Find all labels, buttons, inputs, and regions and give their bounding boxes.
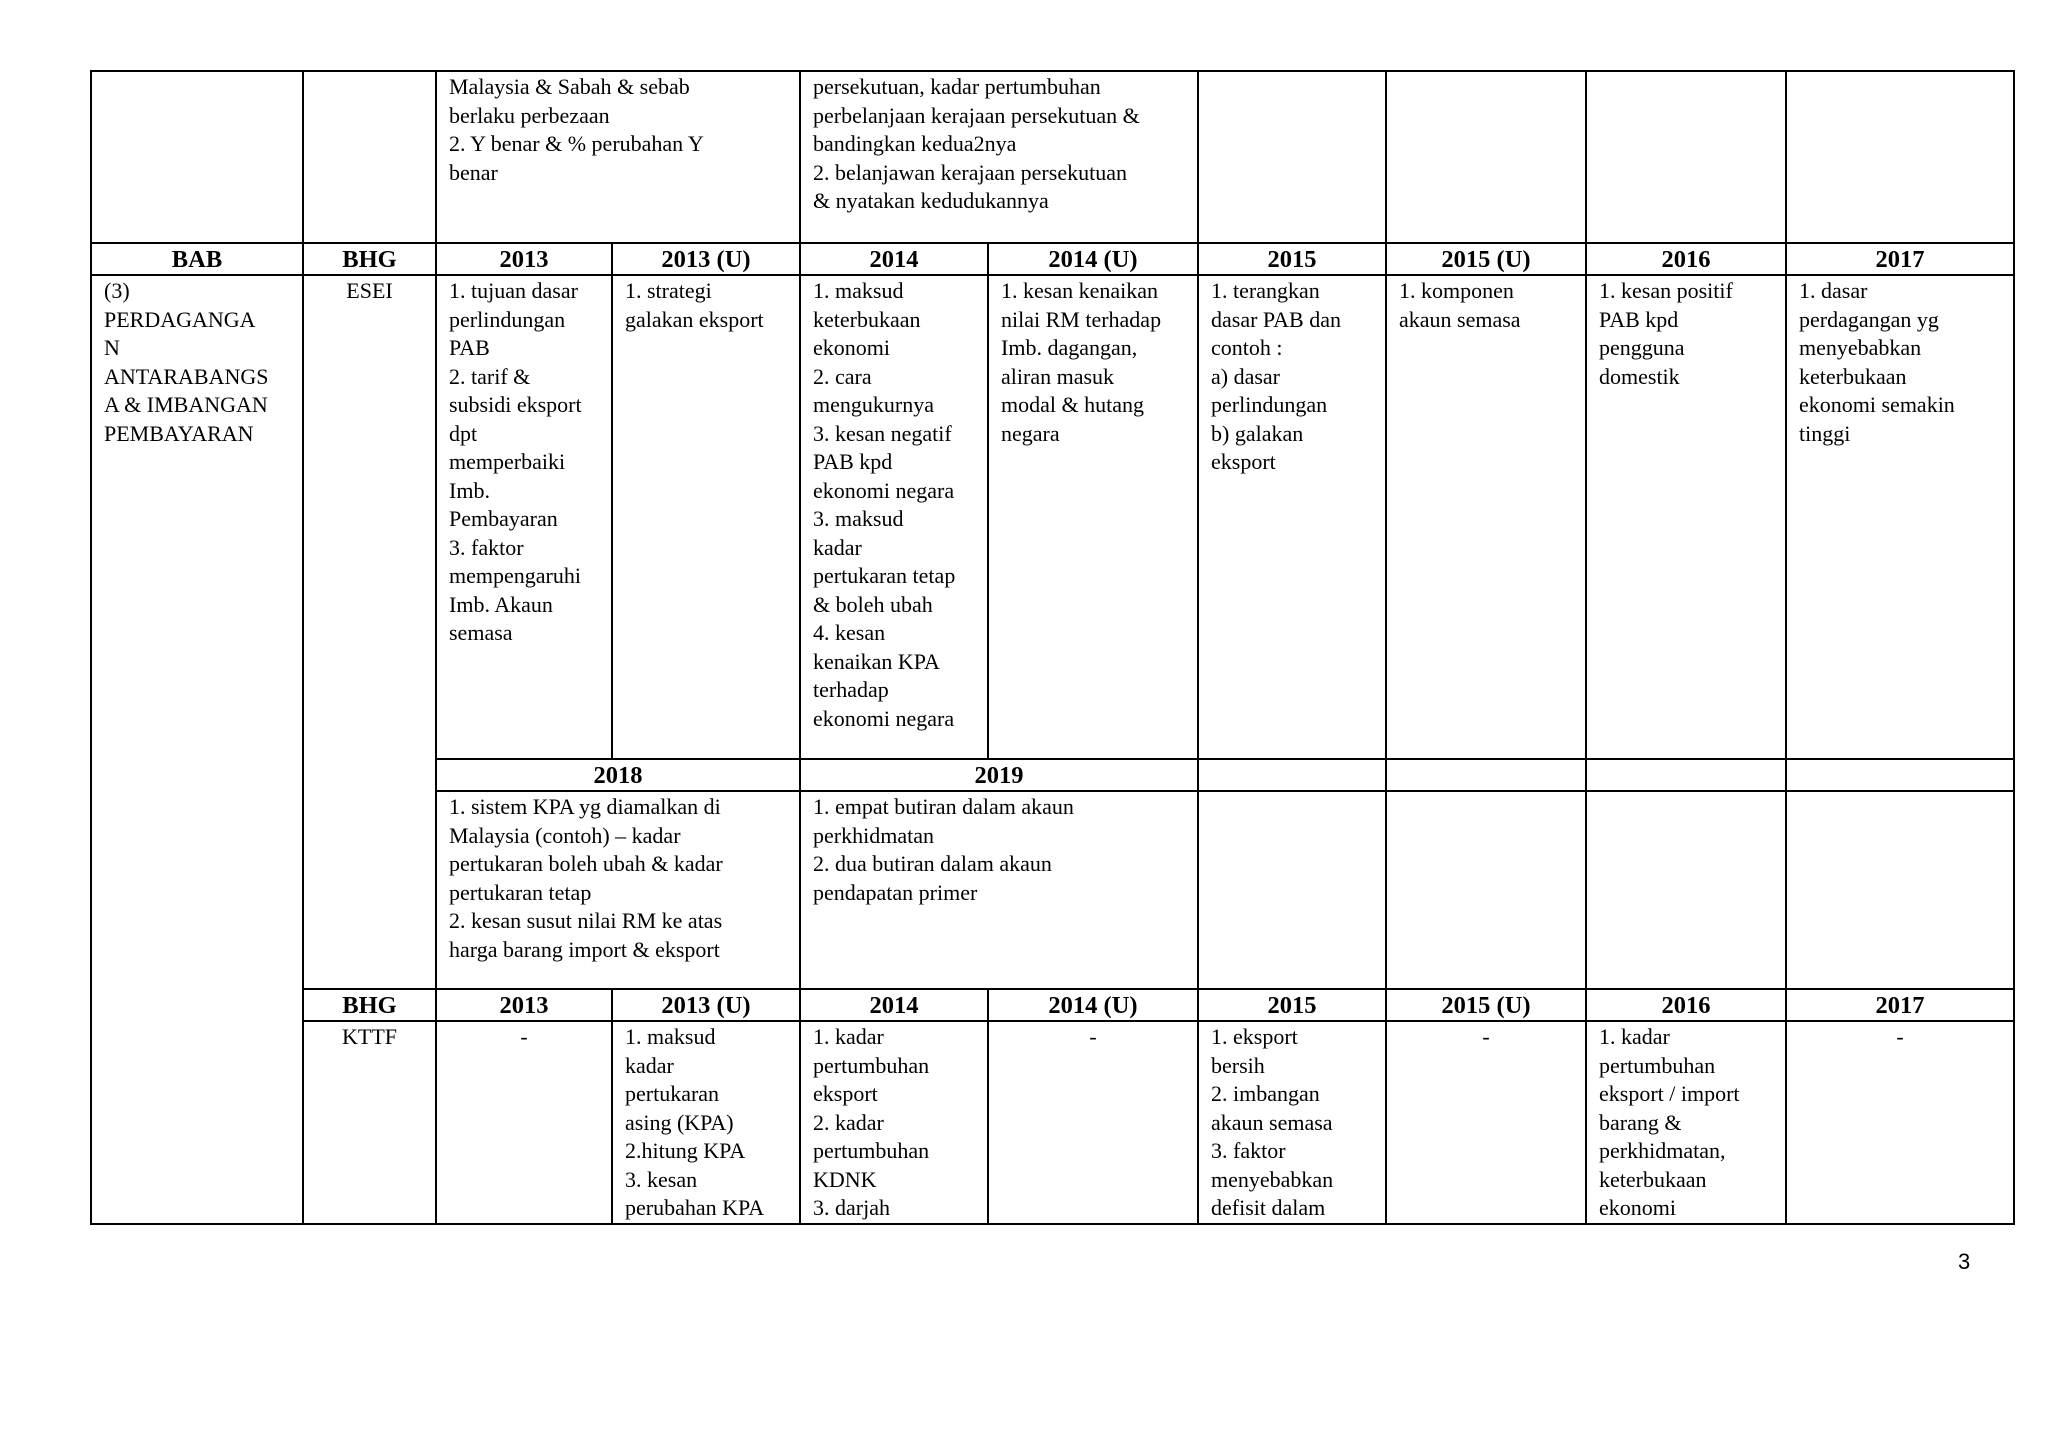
esei-cell-2015: [1198, 275, 1386, 759]
header-year: 2013 (U): [612, 989, 800, 1021]
cell-line: 1. eksport: [1211, 1024, 1298, 1049]
cell-line: ekonomi semakin: [1799, 392, 1955, 417]
continuation-row: [91, 71, 2014, 243]
esei-row: [91, 275, 2014, 759]
cell-line: nilai RM terhadap: [1001, 306, 1162, 332]
cell-line: mengukurnya: [813, 392, 934, 417]
cell-line: Imb. dagangan,: [1001, 335, 1138, 360]
cell-line: pertukaran boleh ubah & kadar: [449, 851, 723, 876]
cell-line: -: [1089, 1024, 1097, 1049]
cell-line: defisit dalam: [1211, 1195, 1326, 1220]
cell-line: bersih: [1211, 1052, 1265, 1078]
header-year: 2013 (U): [612, 243, 800, 275]
cell-line: benar: [449, 159, 498, 185]
cell-line: akaun semasa: [1399, 306, 1521, 332]
cell-line: PEMBAYARAN: [104, 420, 254, 446]
cell-line: N: [104, 335, 120, 360]
cell-line: dasar PAB dan: [1211, 306, 1341, 332]
bab-title-cell: [91, 275, 303, 1224]
cell-line: 2. cara: [813, 363, 872, 389]
cell-line: 1. kadar: [813, 1024, 884, 1049]
cont-2013-cell: [436, 71, 800, 243]
cell-line: PAB: [449, 335, 490, 360]
kttf-cell-2015: [1198, 1021, 1386, 1224]
cell-line: 1. kesan positif: [1599, 278, 1733, 303]
header-bhg: BHG: [303, 243, 436, 275]
cell-line: memperbaiki: [449, 449, 566, 474]
cell-line: menyebabkan: [1799, 335, 1922, 360]
cell-line: dpt: [449, 420, 478, 446]
cell-line: kenaikan KPA: [813, 648, 940, 674]
esei-cell-2015u: [1386, 275, 1586, 759]
cell-line: eksport: [1211, 449, 1276, 474]
cell-line: KDNK: [813, 1166, 877, 1192]
bhg-esei-cell: ESEI: [303, 275, 436, 989]
cell-line: akaun semasa: [1211, 1109, 1333, 1135]
header-year: 2015: [1198, 243, 1386, 275]
cell-line: 1. terangkan: [1211, 278, 1320, 303]
cell-line: 1. tujuan dasar: [449, 278, 578, 303]
cont-2014-cell: [800, 71, 1198, 243]
kttf-cell-2014u: [988, 1021, 1198, 1224]
cell-line: (3): [104, 278, 130, 303]
header-year: 2014: [800, 989, 988, 1021]
cell-line: 4. kesan: [813, 620, 886, 645]
cell-line: pertukaran tetap: [813, 563, 956, 588]
cell-line: barang &: [1599, 1109, 1682, 1135]
cell-line: perlindungan: [449, 306, 566, 332]
cell-line: 1. maksud: [813, 278, 904, 303]
cell-line: Imb. Akaun: [449, 591, 553, 617]
cont-bhg-cell: [303, 71, 436, 243]
cell-line: perkhidmatan,: [1599, 1138, 1726, 1163]
cell-line: perkhidmatan: [813, 822, 934, 848]
cell-line: perbelanjaan kerajaan persekutuan &: [813, 102, 1140, 128]
header-year: 2015 (U): [1386, 243, 1586, 275]
cell-line: domestik: [1599, 363, 1680, 389]
cell-line: negara: [1001, 420, 1060, 446]
cell-line: harga barang import & eksport: [449, 936, 720, 962]
cell-line: ekonomi: [813, 335, 890, 360]
cell-line: 2. kadar: [813, 1109, 884, 1135]
empty-cell: [1786, 759, 2014, 791]
cell-line: ekonomi negara: [813, 705, 955, 731]
cell-line: 1. dasar: [1799, 278, 1868, 303]
cell-line: galakan eksport: [625, 306, 764, 332]
esei-cell-2013: [436, 275, 612, 759]
cont-2017-cell: [1786, 71, 2014, 243]
esei-cell-2019: [800, 791, 1198, 989]
cont-2015-cell: [1198, 71, 1386, 243]
cont-bab-cell: [91, 71, 303, 243]
cell-line: ANTARABANGS: [104, 363, 269, 389]
cell-line: ekonomi negara: [813, 477, 955, 503]
cell-line: PERDAGANGA: [104, 306, 256, 332]
cell-line: perlindungan: [1211, 392, 1328, 417]
cell-line: 1. sistem KPA yg diamalkan di: [449, 794, 721, 819]
cell-line: 1. kesan kenaikan: [1001, 278, 1158, 303]
kttf-cell-2017: [1786, 1021, 2014, 1224]
cell-line: 3. kesan: [625, 1166, 698, 1192]
cell-line: terhadap: [813, 677, 889, 702]
page-number: 3: [1958, 1249, 1971, 1274]
empty-cell: [1786, 791, 2014, 989]
cell-line: 2. belanjawan kerajaan persekutuan: [813, 159, 1127, 185]
cell-line: & nyatakan kedudukannya: [813, 188, 1049, 213]
cell-line: 3. faktor: [449, 534, 524, 560]
kttf-cell-2013: [436, 1021, 612, 1224]
cell-line: ekonomi: [1599, 1195, 1676, 1220]
header-year: 2016: [1586, 243, 1786, 275]
cell-line: 3. faktor: [1211, 1138, 1286, 1163]
header-year: 2013: [436, 989, 612, 1021]
kttf-cell-2014: [800, 1021, 988, 1224]
cell-line: bandingkan kedua2nya: [813, 131, 1017, 156]
header-year: 2017: [1786, 989, 2014, 1021]
esei-cell-2013u: [612, 275, 800, 759]
header-bab: BAB: [91, 243, 303, 275]
cell-line: kadar: [813, 534, 862, 560]
cell-line: Malaysia & Sabah & sebab: [449, 74, 690, 99]
cell-line: pengguna: [1599, 335, 1685, 360]
esei-cell-2016: [1586, 275, 1786, 759]
cell-line: mempengaruhi: [449, 563, 581, 588]
cell-line: 2. kesan susut nilai RM ke atas: [449, 908, 723, 933]
cell-line: PAB kpd: [1599, 306, 1679, 332]
cell-line: 3. darjah: [813, 1195, 890, 1220]
cell-line: Imb.: [449, 477, 490, 503]
cell-line: 2. Y benar & % perubahan Y: [449, 131, 704, 156]
header-bhg: BHG: [303, 989, 436, 1021]
cont-2016-cell: [1586, 71, 1786, 243]
kttf-cell-2016: [1586, 1021, 1786, 1224]
cell-line: perdagangan yg: [1799, 306, 1939, 332]
header-year: 2016: [1586, 989, 1786, 1021]
bhg-kttf-cell: KTTF: [303, 1021, 436, 1224]
cell-line: eksport / import: [1599, 1081, 1740, 1106]
header-row: [91, 243, 2014, 275]
cell-line: contoh :: [1211, 335, 1283, 360]
cell-line: pertukaran tetap: [449, 879, 592, 905]
cell-line: keterbukaan: [1799, 363, 1907, 389]
cell-line: 2. dua butiran dalam akaun: [813, 851, 1052, 876]
empty-cell: [1198, 759, 1386, 791]
cell-line: 1. strategi: [625, 278, 712, 303]
cell-line: semasa: [449, 620, 513, 645]
cell-line: -: [1482, 1024, 1490, 1049]
esei-cell-2014: [800, 275, 988, 759]
kttf-row: [91, 1021, 2014, 1224]
cell-line: 2. tarif &: [449, 363, 531, 389]
empty-cell: [1198, 791, 1386, 989]
cell-line: subsidi eksport: [449, 392, 582, 417]
cell-line: keterbukaan: [813, 306, 921, 332]
cell-line: asing (KPA): [625, 1109, 734, 1135]
exam-topic-table: [90, 70, 2015, 1225]
cell-line: & boleh ubah: [813, 591, 933, 617]
cell-line: -: [520, 1024, 528, 1049]
cell-line: persekutuan, kadar pertumbuhan: [813, 74, 1101, 99]
cell-line: eksport: [813, 1081, 878, 1106]
cell-line: berlaku perbezaan: [449, 102, 610, 128]
empty-cell: [1386, 759, 1586, 791]
cell-line: 2. imbangan: [1211, 1081, 1320, 1106]
cell-line: A & IMBANGAN: [104, 392, 268, 417]
empty-cell: [1586, 759, 1786, 791]
cell-line: pertumbuhan: [813, 1138, 930, 1163]
cell-line: pertukaran: [625, 1081, 720, 1106]
kttf-cell-2015u: [1386, 1021, 1586, 1224]
header-row-2: [91, 989, 2014, 1021]
header-year-2018: 2018: [436, 759, 800, 791]
cell-line: 2.hitung KPA: [625, 1138, 746, 1163]
cell-line: pertumbuhan: [1599, 1052, 1716, 1078]
header-year: 2013: [436, 243, 612, 275]
cell-line: pertumbuhan: [813, 1052, 930, 1078]
cell-line: 3. kesan negatif: [813, 420, 952, 446]
cell-line: Malaysia (contoh) – kadar: [449, 822, 681, 848]
header-year: 2014 (U): [988, 243, 1198, 275]
header-year: 2015 (U): [1386, 989, 1586, 1021]
cell-line: 1. empat butiran dalam akaun: [813, 794, 1074, 819]
cell-line: Pembayaran: [449, 506, 558, 531]
header-year: 2015: [1198, 989, 1386, 1021]
cell-line: tinggi: [1799, 420, 1851, 446]
cont-2015u-cell: [1386, 71, 1586, 243]
header-year: 2017: [1786, 243, 2014, 275]
esei-cell-2018: [436, 791, 800, 989]
cell-line: perubahan KPA: [625, 1195, 765, 1220]
cell-line: 1. maksud: [625, 1024, 716, 1049]
cell-line: -: [1896, 1024, 1904, 1049]
cell-line: 1. kadar: [1599, 1024, 1670, 1049]
esei-cell-2014u: [988, 275, 1198, 759]
header-year: 2014: [800, 243, 988, 275]
esei-cell-2017: [1786, 275, 2014, 759]
cell-line: b) galakan: [1211, 420, 1304, 446]
cell-line: 1. komponen: [1399, 278, 1514, 303]
cell-line: kadar: [625, 1052, 674, 1078]
cell-line: a) dasar: [1211, 363, 1281, 389]
cell-line: keterbukaan: [1599, 1166, 1707, 1192]
cell-line: PAB kpd: [813, 449, 893, 474]
cell-line: pendapatan primer: [813, 879, 978, 905]
cell-line: aliran masuk: [1001, 363, 1115, 389]
header-year-2019: 2019: [800, 759, 1198, 791]
header-year: 2014 (U): [988, 989, 1198, 1021]
empty-cell: [1386, 791, 1586, 989]
cell-line: menyebabkan: [1211, 1166, 1334, 1192]
cell-line: 3. maksud: [813, 506, 904, 531]
cell-line: modal & hutang: [1001, 392, 1144, 417]
kttf-cell-2013u: [612, 1021, 800, 1224]
empty-cell: [1586, 791, 1786, 989]
